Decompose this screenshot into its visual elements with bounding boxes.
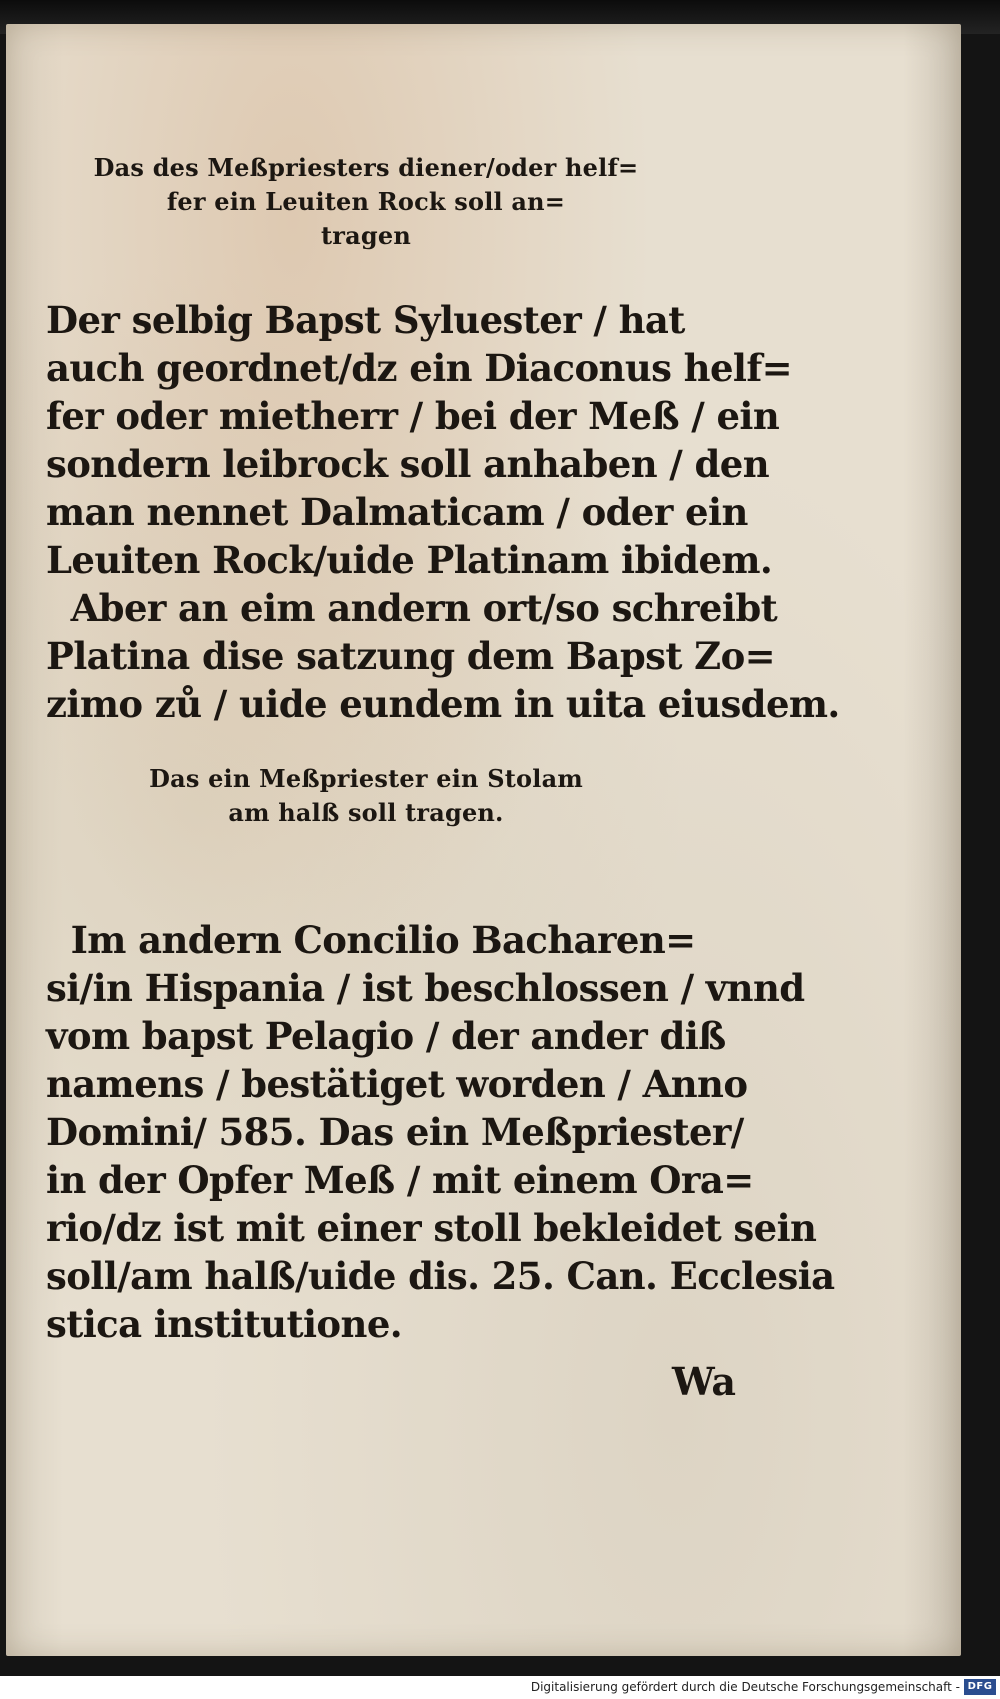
- paragraph-dalmatica: Der selbig Bapst Syluester / hat auch geordnet/dz ein Diaconus helf= fer oder mietherr / bei der Meß / ein sondern leibrock soll anhaben / den man nennet Dalmaticam / oder ein Leuiten Rock/uide Platinam ibidem. Aber an eim andern ort/so schreibt Platina dise satzung dem Bapst Zo= zimo zů / uide eundem in uita eiusdem.: [46, 298, 840, 726]
- book-page: [6, 24, 961, 1656]
- section-heading-stola: Das ein Meßpriester ein Stolam am halß soll tragen.: [149, 764, 583, 827]
- digitization-footer: [0, 1676, 1000, 1699]
- funding-credit: Digitalisierung gefördert durch die Deutsche Forschungsgemeinschaft -: [530, 1680, 960, 1694]
- section-heading-deacon: Das des Meßpriesters diener/oder helf= fer ein Leuiten Rock soll an= tragen: [93, 153, 639, 250]
- dfg-logo-icon: DFG: [964, 1679, 996, 1695]
- catchword: Wa: [672, 1359, 736, 1404]
- paragraph-concilio: Im andern Concilio Bacharen= si/in Hispania / ist beschlossen / vnnd vom bapst Pelagio / der ander diß namens / bestätiget worden / Anno Domini/ 585. Das ein Meßpriester/ in der Opfer Meß / mit einem Ora= rio/dz ist mit einer stoll bekleidet sein soll/am halß/uide dis. 25. Can. Ecclesia stica institutione.: [46, 918, 835, 1346]
